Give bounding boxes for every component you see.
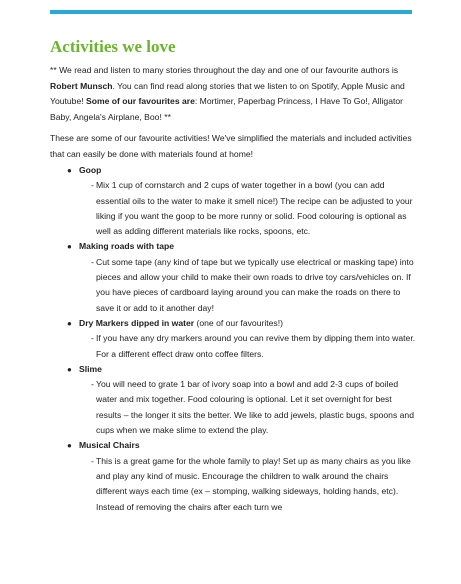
favourites-label: Some of our favourites are [86,96,195,106]
dash-icon: - [91,180,94,191]
header-rule [50,10,412,14]
activity-item [50,362,416,438]
author-name: Robert Munsch [50,80,113,91]
intro-text-2: . You can find read along stories that we listen to on Spotify, Apple Music and Youtube! [50,80,405,106]
activity-title: Making roads with tape [79,241,175,252]
activity-item [50,316,416,362]
activity-title: Slime [79,363,102,374]
dash-icon: - [91,455,94,466]
activities-list [50,163,416,515]
intro-text-3: : Mortimer, Paperbag Princess, I Have To Go!, Alligator Baby, Angela's Airplane, Boo! ** [50,96,403,122]
intro-text-1: ** We read and listen to many stories throughout the day and one of our favourite authors is [50,65,399,75]
activity-description [50,178,416,239]
bullet-icon: ● [67,318,72,328]
dash-icon: - [91,379,94,390]
activity-title: Dry Markers dipped in water [79,317,195,328]
bullet-icon: ● [67,441,72,451]
activity-text: Mix 1 cup of cornstarch and 2 cups of water together in a bowl (you can add essential oils to the water to make it smell nice!) The recipe can be adjusted to your liking if you want the goop to be more runny or solid. Food colouring is optional as well as adding different materials like rocks, spoons, etc. [96,180,413,237]
bullet-icon: ● [67,166,72,175]
activity-description [50,331,416,362]
activity-title: Musical Chairs [79,440,140,451]
activity-item [50,239,416,315]
activities-intro: These are some of our favourite activities! We've simplified the materials and included activities that can easily be done with materials found at home! [50,133,412,159]
activity-text: Cut some tape (any kind of tape but we typically use electrical or masking tape) into pieces and allow your child to make their own roads to drive toy cars/vehicles on. If you have pieces of cardboard laying around you can make the roads on there to save it or add to it another day! [96,256,414,313]
activity-description [50,454,416,515]
activity-item [50,438,416,514]
activity-text: You will need to grate 1 bar of ivory soap into a bowl and add 2-3 cups of boiled water and mix together. Food colouring is optional. Let it set overnight for best results – the longer it sits the better. We like to add jewels, plastic bugs, spoons and cups when we make slime to extend the play. [96,379,414,436]
activity-description [50,255,416,316]
dash-icon: - [91,256,94,267]
activity-suffix: (one of our favourites!) [194,317,283,328]
activity-title: Goop [79,165,102,175]
activity-text: This is a great game for the whole family to play! Set up as many chairs as you like and play any kind of music. Encourage the children to walk around the chairs different ways each time (ex – stomping, walking sideways, holding hands, etc). Instead of removing the chairs after each turn we [96,455,411,512]
dash-icon: - [91,333,94,344]
bullet-icon: ● [67,242,72,252]
page-title: Activities we love [50,37,176,56]
activity-description [50,377,416,438]
bullet-icon: ● [67,364,72,374]
intro-paragraph [50,63,416,125]
activity-item [50,163,416,239]
activity-text: If you have any dry markers around you can revive them by dipping them into water. For a different effect draw onto coffee filters. [96,333,416,359]
